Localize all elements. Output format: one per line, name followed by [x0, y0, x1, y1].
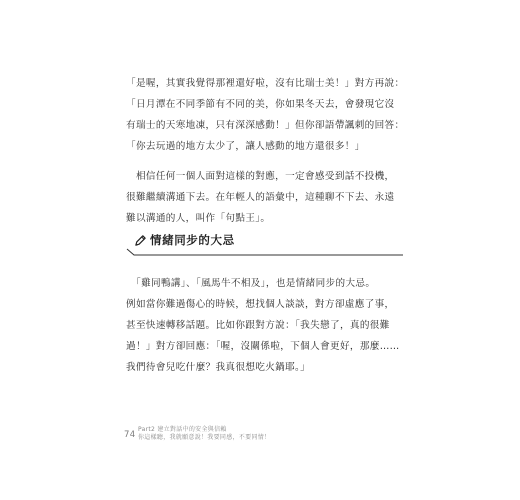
- running-footer: [138, 426, 270, 442]
- text-line: 「日月潭在不同季節有不同的美，你如果冬天去，會發現它沒: [126, 99, 395, 110]
- text-line: 「雞同鴨講」、「風馬牛不相及」，也是情緒同步的大忌。: [126, 278, 376, 289]
- footer-part-title: Part2 建立對話中的安全與信賴: [138, 426, 227, 433]
- paragraph-dialogue: [126, 73, 405, 157]
- text-line: 例如當你難過傷心的時候，想找個人談談，對方卻虛應了事，: [126, 299, 395, 310]
- text-line: 相信任何一個人面對這樣的對應，一定會感受到話不投機，: [126, 171, 395, 182]
- text-line: 難以溝通的人，叫作「句點王」。: [126, 213, 271, 224]
- section-title: 情緒同步的大忌: [150, 233, 235, 247]
- pencil-icon: [134, 234, 147, 247]
- text-line: 很難繼續溝通下去。在年輕人的語彙中，這種聊不下去、永遠: [126, 192, 395, 203]
- paragraph-taboo: [126, 273, 401, 378]
- text-line: 「是喔，其實我覺得那裡還好啦，沒有比瑞士美！」對方再說：: [126, 78, 405, 89]
- paragraph-conclusion: [126, 166, 401, 229]
- heading-underline: [126, 248, 404, 257]
- footer-book-subtitle: 你這樣聽，我就願意說！我要同感，不要同情！: [138, 434, 271, 441]
- text-line: 甚至快速轉移話題。比如你跟對方說：「我失戀了，真的很難: [126, 320, 390, 331]
- text-line: 我們待會兒吃什麼？我真很想吃火鍋耶。」: [126, 362, 311, 373]
- text-line: 「你去玩過的地方太少了，讓人感動的地方還很多！」: [126, 141, 365, 152]
- text-line: 過！」對方卻回應：「喔，沒關係啦，下個人會更好，那麼……: [126, 341, 400, 352]
- section-heading: [126, 232, 404, 258]
- text-line: 有瑞士的天寒地凍，只有深深感動！」但你卻語帶諷刺的回答：: [126, 120, 405, 131]
- page-number: 74: [124, 430, 136, 440]
